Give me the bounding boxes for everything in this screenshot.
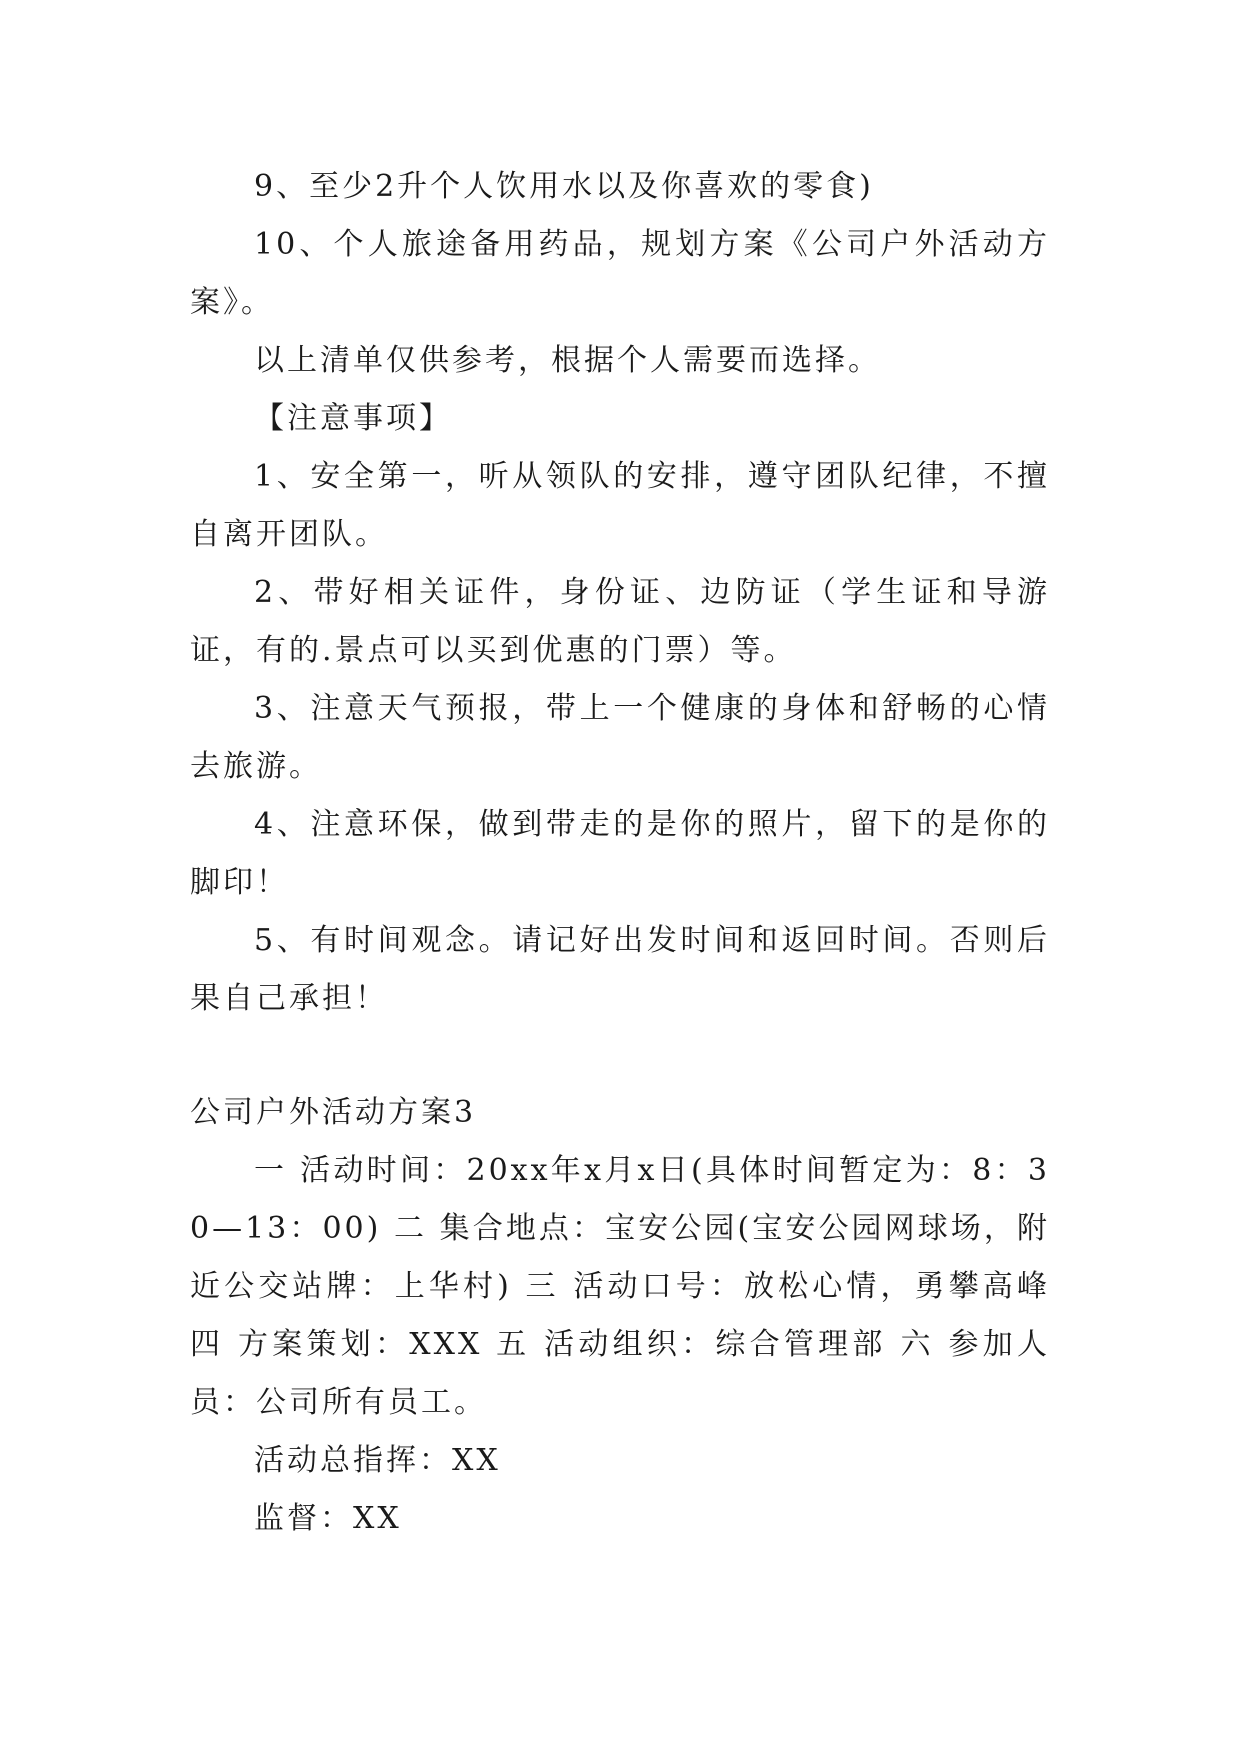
note-1: 1、安全第一，听从领队的安排，遵守团队纪律，不擅自离开团队。 — [190, 459, 1050, 552]
notes-heading: 【注意事项】 — [254, 401, 452, 436]
paragraph-reference-note: 以上清单仅供参考，根据个人需要而选择。 — [254, 343, 881, 378]
paragraph-item-9: 9、至少2升个人饮用水以及你喜欢的零食) — [254, 169, 874, 204]
activity-details: 一 活动时间：20xx年x月x日(具体时间暂定为：8：30—13：00) 二 集合地点：宝安公园(宝安公园网球场，附近公交站牌：上华村) 三 活动口号：放松心情，勇攀高峰 四 方案策划：XXX 五 活动组织：综合管理部 六 参加人员：公司所有员工。 — [190, 1153, 1050, 1420]
activity-commander: 活动总指挥：XX — [254, 1443, 501, 1478]
note-2: 2、带好相关证件，身份证、边防证（学生证和导游证，有的.景点可以买到优惠的门票）等。 — [190, 575, 1050, 668]
document-body — [190, 158, 1050, 1548]
paragraph-item-10: 10、个人旅途备用药品，规划方案《公司户外活动方案》。 — [190, 227, 1050, 320]
note-5: 5、有时间观念。请记好出发时间和返回时间。否则后果自己承担！ — [190, 923, 1050, 1016]
section-title: 公司户外活动方案3 — [190, 1095, 477, 1130]
note-3: 3、注意天气预报，带上一个健康的身体和舒畅的心情去旅游。 — [190, 691, 1050, 784]
note-4: 4、注意环保，做到带走的是你的照片，留下的是你的脚印！ — [190, 807, 1050, 900]
activity-supervisor: 监督：XX — [254, 1501, 402, 1536]
